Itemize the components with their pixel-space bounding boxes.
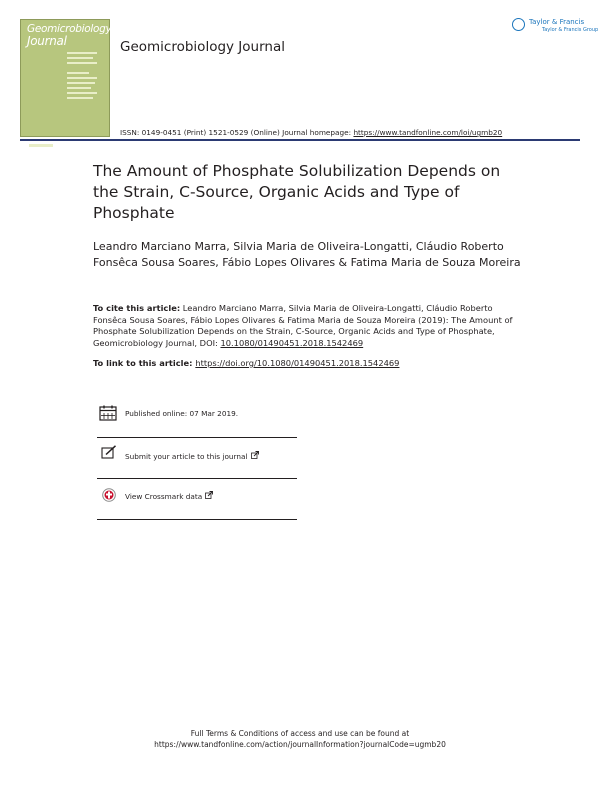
submit-article-text: Submit your article to this journal [125,451,259,461]
divider [97,478,297,479]
publisher-logo-icon [512,18,525,31]
divider [97,437,297,438]
external-link-icon [251,451,259,459]
crossmark-text: View Crossmark data [125,491,213,501]
cover-text-line [67,82,95,84]
footer-terms-link[interactable]: https://www.tandfonline.com/action/journalInformation?journalCode=ugmb20 [154,740,446,749]
issn-text: ISSN: 0149-0451 (Print) 1521-0529 (Online) Journal homepage: [120,128,354,137]
external-link-icon [205,491,213,499]
article-doi-link[interactable]: https://doi.org/10.1080/01490451.2018.1542469 [195,358,400,368]
cover-title-line1: Geomicrobiology [27,23,112,35]
divider [97,519,297,520]
header-rule [20,139,580,141]
crossmark-icon [102,488,116,502]
published-online-text: Published online: 07 Mar 2019. [125,409,239,418]
publisher-logo [512,16,599,38]
article-link-line [93,358,513,368]
cover-text-line [67,52,97,54]
article-title: The Amount of Phosphate Solubilization Depends on the Strain, C-Source, Organic Acids and Type of Phosphate [93,162,501,222]
issn-line [120,128,502,137]
article-authors: Leandro Marciano Marra, Silvia Maria de Oliveira-Longatti, Cláudio Roberto Fonsêca Sousa Soares, Fábio Lopes Olivares & Fatima Maria de Souza Moreira [93,240,521,269]
cover-text-line [67,87,91,89]
cover-text-line [67,57,93,59]
publisher-logo-name: Taylor & Francis [529,18,585,26]
citation-block [93,303,513,349]
cover-text-line [67,92,97,94]
publisher-logo-sub: Taylor & Francis Group [542,27,599,33]
journal-homepage-link[interactable]: https://www.tandfonline.com/loi/ugmb20 [353,128,503,137]
article-link-label: To link to this article: [93,358,196,368]
cover-publisher-mark [29,144,53,147]
citation-text: Leandro Marciano Marra, Silvia Maria de Oliveira-Longatti, Cláudio Roberto Fonsêca Sousa Soares, Fábio Lopes Olivares & Fatima Maria de Souza Moreira (2019): The Amount of Phosphate Solubilization Depends on the Strain, C-Source, Organic Acids and Type of Phosphate, Geomicrobiology Journal, DOI: [93,303,513,348]
article-info-rows [97,405,297,520]
edit-icon [101,445,117,459]
calendar-icon [99,405,117,421]
footer [0,728,600,750]
submit-article-link[interactable] [97,442,297,468]
crossmark-link[interactable] [97,485,297,507]
cover-text-line [67,77,97,79]
citation-doi-link[interactable]: 10.1080/01490451.2018.1542469 [220,337,364,348]
footer-line1: Full Terms & Conditions of access and use can be found at [190,729,410,738]
cover-text-line [67,72,89,74]
journal-cover-image [20,19,110,137]
journal-name: Geomicrobiology Journal [120,39,285,55]
cover-title-line2: Journal [27,34,67,48]
cover-text-line [67,62,97,64]
cover-text-line [67,97,93,99]
citation-label: To cite this article: [93,303,181,313]
